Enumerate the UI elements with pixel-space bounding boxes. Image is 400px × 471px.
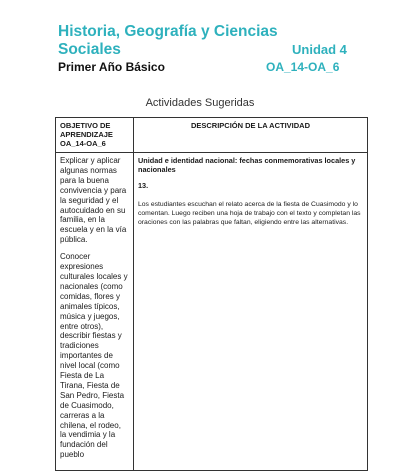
activity-title: Unidad e identidad nacional: fechas conmemorativas locales y nacionales	[138, 156, 356, 174]
grade-label: Primer Año Básico	[58, 60, 165, 74]
activities-table	[55, 117, 368, 471]
activity-description: Los estudiantes escuchan el relato acerca de la fiesta de Cuasimodo y lo comentan. Luego reciben una hoja de trabajo con el texto y completan las oraciones con las palabras que faltan, eligiendo entre las alternativas.	[138, 201, 361, 226]
unit-label: Unidad 4	[292, 42, 347, 57]
objective-paragraph: Explicar y aplicar algunas normas para la buena convivencia y para la seguridad y el autocuidado en su familia, en la escuela y en la vía pública.	[60, 156, 127, 245]
activity-number: 13.	[138, 181, 149, 190]
activity-cell	[134, 153, 368, 471]
section-title: Actividades Sugeridas	[145, 97, 255, 109]
objective-column-header: OBJETIVO DE APRENDIZAJE OA_14-OA_6	[56, 118, 134, 153]
objective-code: OA_14-OA_6	[266, 60, 340, 74]
objective-cell	[56, 153, 134, 471]
table-header-row	[56, 118, 368, 153]
table-row	[56, 153, 368, 471]
subject-title: Historia, Geografía y Ciencias Sociales	[58, 23, 278, 58]
objective-paragraph: Conocer expresiones culturales locales y nacionales (como comidas, flores y animales típicos, música y juegos, entre otros), describir fiestas y tradiciones importantes de nivel local (como Fiesta de La Tirana, Fiesta de San Pedro, Fiesta de Cuasimodo, carreras a la chilena, el rodeo, la vendimia y la fundación del pueblo	[60, 252, 128, 460]
description-column-header: DESCRIPCIÓN DE LA ACTIVIDAD	[134, 118, 368, 153]
